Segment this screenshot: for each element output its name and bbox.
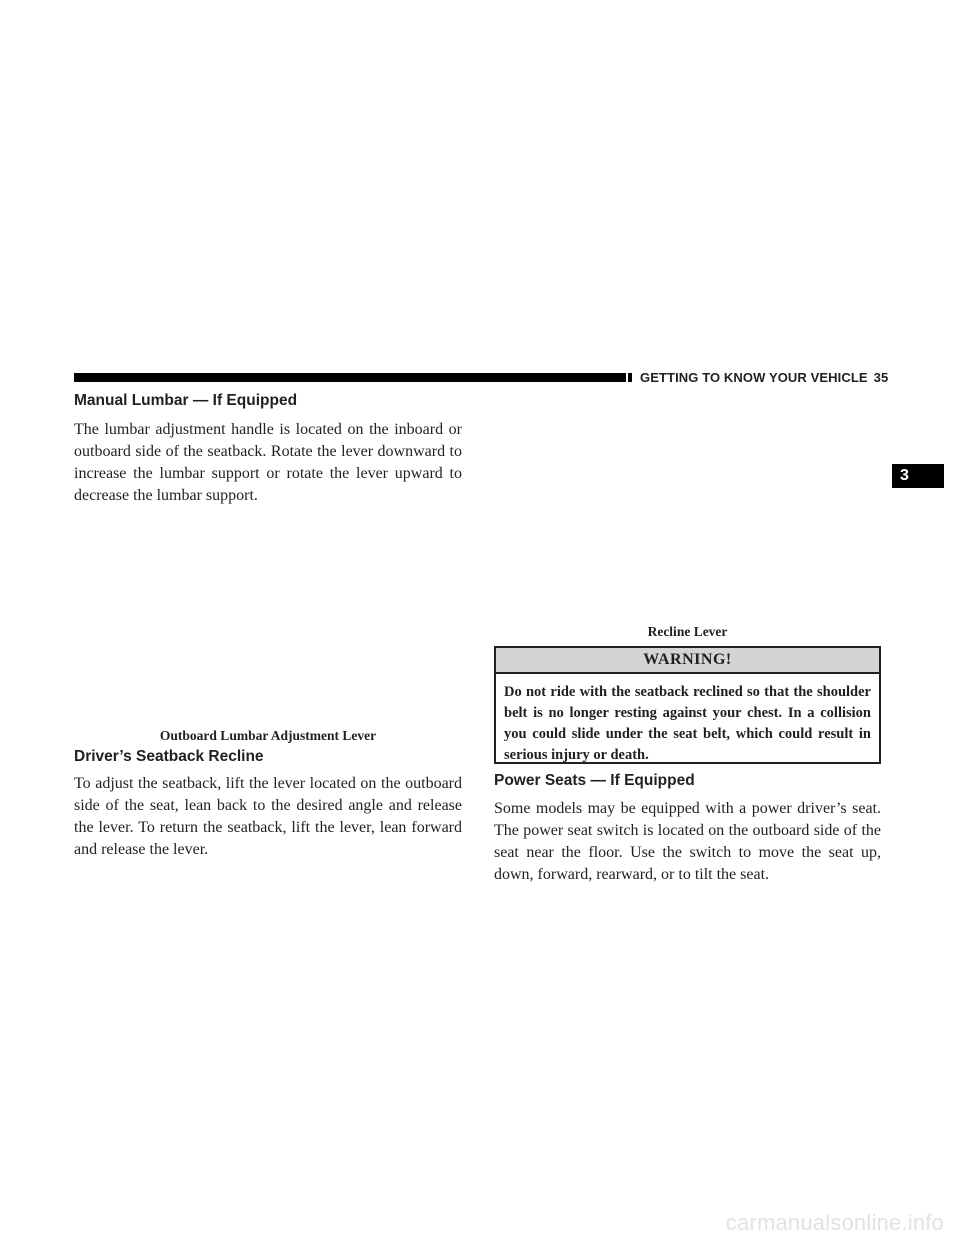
- caption-recline-lever: Recline Lever: [647, 624, 728, 639]
- header-rule-mark: [628, 373, 632, 382]
- paragraph-manual-lumbar: The lumbar adjustment handle is located on the inboard or outboard side of the seatback. Rotate the lever downward to increase the lumbar support or rotate the lever upward to decrease the lumbar support.: [74, 421, 462, 504]
- caption-outboard-lumbar: Outboard Lumbar Adjustment Lever: [159, 728, 377, 743]
- page-number: 35: [873, 370, 889, 385]
- header-rule: [74, 373, 626, 382]
- chapter-tab: 3: [892, 464, 944, 488]
- paragraph-seatback-recline: To adjust the seatback, lift the lever located on the outboard side of the seat, lean back to the desired angle and release the lever. To return the seatback, lift the lever, lean forward and release the lever.: [74, 775, 462, 858]
- paragraph-power-seats: Some models may be equipped with a power driver’s seat. The power seat switch is located on the outboard side of the seat near the floor. Use the switch to move the seat up, down, forward, rearward, or to tilt the seat.: [494, 800, 881, 883]
- running-header: [640, 370, 888, 385]
- heading-power-seats: Power Seats — If Equipped: [494, 772, 695, 789]
- warning-title: WARNING!: [496, 648, 879, 674]
- heading-seatback-recline: Driver’s Seatback Recline: [74, 748, 264, 765]
- heading-manual-lumbar: Manual Lumbar — If Equipped: [74, 392, 298, 409]
- watermark: carmanualsonline.info: [725, 1210, 944, 1235]
- section-title: GETTING TO KNOW YOUR VEHICLE: [640, 370, 868, 385]
- warning-box: [494, 646, 881, 764]
- warning-text: Do not ride with the seatback reclined so that the shoulder belt is no longer resting against your chest. In a collision you could slide under the seat belt, which could result in serious injury or death.: [504, 684, 871, 763]
